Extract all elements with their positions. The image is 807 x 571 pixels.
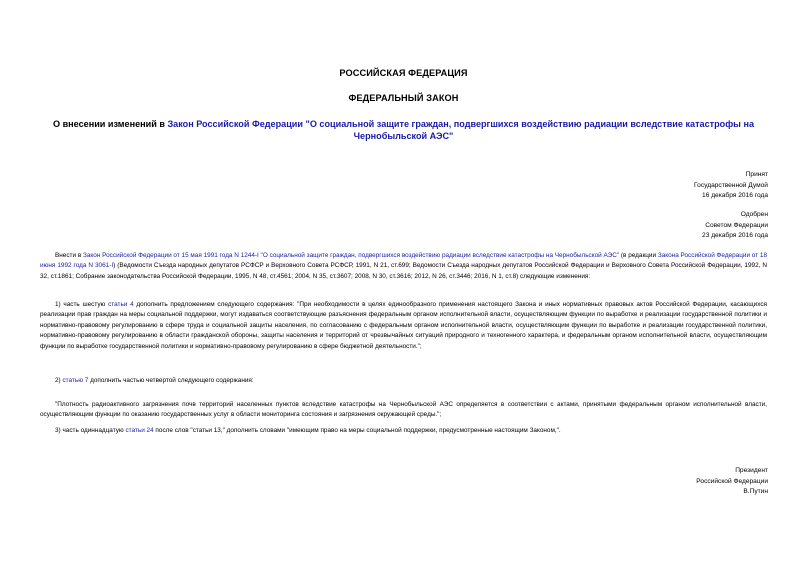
article-4-link[interactable]: статьи 4 bbox=[108, 301, 134, 308]
intro-text-3: ) (Ведомости Съезда народных депутатов РСФСР и Верховного Совета РСФСР, 1991, N 21, ст.699; Ведомости Съезда народных депутатов Российской Федерации и Верховного Совета Российской Федерации, 1992, N 32, ст.1861; Собрание законодательства Российской Федерации, 1995, N 48, ст.4561; 2004, N 35, ст.3607; 2008, N 30, ст.3616; 2012, N 26, ст.3446; 2016, N 1, ст.8) следующие изменения: bbox=[40, 262, 767, 280]
council-approval bbox=[702, 210, 768, 242]
intro-text-1: Внести в bbox=[55, 252, 83, 259]
intro-text-2: (в редакции bbox=[619, 252, 658, 259]
item-2-text-1: 2) bbox=[55, 377, 63, 384]
law-title bbox=[40, 118, 767, 142]
duma-body: Государственной Думой bbox=[694, 181, 768, 189]
council-date: 23 декабря 2016 года bbox=[702, 232, 768, 240]
duma-date: 16 декабря 2016 года bbox=[702, 192, 768, 200]
title-prefix: О внесении изменений в bbox=[52, 119, 168, 129]
article-24-link[interactable]: статьи 24 bbox=[125, 427, 154, 434]
country-heading: РОССИЙСКАЯ ФЕДЕРАЦИЯ bbox=[339, 68, 468, 78]
title-law-link[interactable]: Закон Российской Федерации "О социальной защите граждан, подвергшихся воздействию радиации вследствие катастрофы на Чернобыльской АЭС" bbox=[167, 119, 755, 141]
signature-block bbox=[696, 466, 768, 498]
item-2-paragraph bbox=[40, 376, 767, 386]
item-1-paragraph bbox=[40, 300, 767, 352]
council-body: Советом Федерации bbox=[705, 221, 768, 229]
law-3061-link[interactable]: Закона Российской Федерации от 18 июня 1992 года N 3061-I bbox=[40, 252, 768, 270]
duma-adoption bbox=[694, 170, 768, 202]
signature-country: Российской Федерации bbox=[696, 477, 768, 485]
item-3-text-1: 3) часть одиннадцатую bbox=[55, 427, 126, 434]
intro-paragraph bbox=[40, 251, 767, 282]
doc-type-heading: ФЕДЕРАЛЬНЫЙ ЗАКОН bbox=[348, 93, 459, 103]
signature-name: В.Путин bbox=[743, 488, 768, 496]
council-approved-label: Одобрен bbox=[740, 211, 768, 218]
item-3-text-2: после слов "статьи 13," дополнить словами "имеющим право на меры социальной поддержки, предусмотренные настоящим Законом,". bbox=[153, 427, 561, 434]
duma-adopted-label: Принят bbox=[745, 171, 768, 178]
law-1244-link[interactable]: Закон Российской Федерации от 15 мая 1991 года N 1244-I "О социальной защите граждан, подвергшихся воздействию радиации вследствие катастрофы на Чернобыльской АЭС" bbox=[83, 252, 620, 259]
item-1-text-2: дополнить предложением следующего содержания: "При необходимости в целях единообразного применения настоящего Закона и иных нормативных правовых актов Российской Федерации, касающихся реализации прав граждан на меры социальной поддержки, могут издаваться соответствующие разъяснения федеральным органом исполнительной власти, осуществляющим функции по выработке и реализации государственной политики и нормативно-правовому регулированию в сфере труда и социальной защиты населения, по согласованию с федеральным органом исполнительной власти, осуществляющим функции по выработке и реализации государственной политики, нормативно-правовому регулированию в области гражданской обороны, защиты населения и территорий от чрезвычайных ситуаций природного и техногенного характера, и федеральным органом исполнительной власти, осуществляющим функции по выработке государственной политики и нормативно-правовому регулированию в сфере бюджетной деятельности."; bbox=[40, 301, 767, 350]
article-7-link[interactable]: статью 7 bbox=[62, 377, 89, 384]
item-1-text-1: 1) часть шестую bbox=[55, 301, 109, 308]
item-3-paragraph bbox=[40, 426, 767, 436]
quote-paragraph: "Плотность радиоактивного загрязнения почв территорий населенных пунктов вследствие катастрофы на Чернобыльской АЭС определяется в соответствии с актами, принятыми федеральным органом исполнительной власти, осуществляющим функции по оказанию государственных услуг в области мониторинга состояния и загрязнения окружающей среды."; bbox=[40, 401, 767, 419]
signature-title: Президент bbox=[735, 467, 768, 474]
item-2-text-2: дополнить частью четвертой следующего содержания: bbox=[88, 377, 254, 384]
